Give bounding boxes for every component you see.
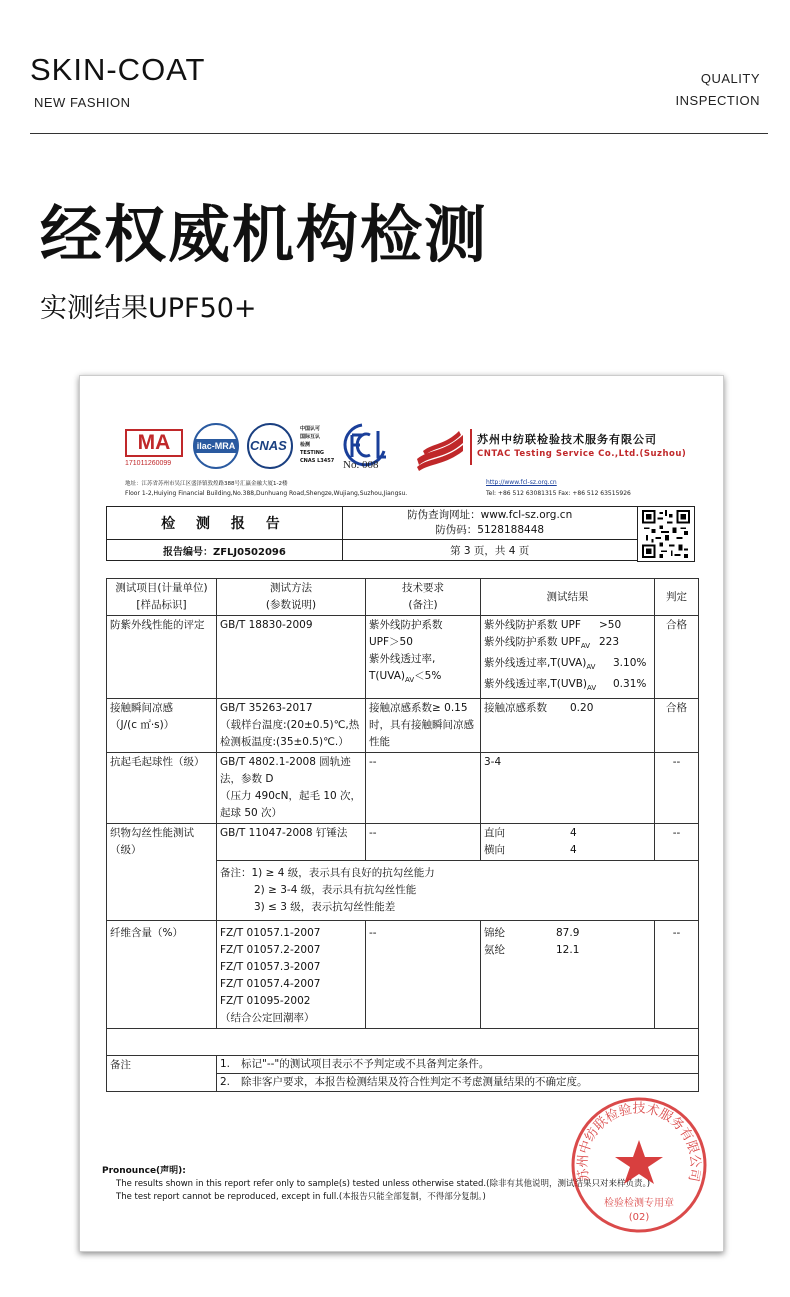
judgement-cell: --: [655, 753, 699, 824]
result-label: 氨纶: [484, 944, 505, 957]
item-line: （级）: [110, 844, 142, 857]
ilac-label: ilac-MRA: [196, 441, 236, 451]
method-line: FZ/T 01057.2-2007: [220, 944, 321, 957]
method-line: 起球 50 次）: [220, 807, 283, 820]
result-label: 锦纶: [484, 927, 505, 940]
method-line: （载样台温度:(20±0.5)℃,热: [220, 719, 360, 732]
item-cell: [107, 699, 217, 753]
address-en: Floor 1-2,Huiying Financial Building,No.388,Dunhuang Road,Shengze,Wujiang,Suzhou,Jiangsu.: [125, 490, 408, 497]
result-label: 接触凉感系数: [484, 702, 547, 715]
result-value: 4: [570, 827, 577, 840]
org-divider: [470, 429, 472, 465]
requirement-cell: --: [366, 824, 481, 861]
judgement-cell: --: [655, 824, 699, 861]
result-pair: [484, 634, 651, 655]
address-cn: 地址：江苏省苏州市吴江区盛泽镇敦煌路388号汇赢金融大厦1-2楼: [125, 481, 288, 487]
result-value: 3.10%: [613, 657, 647, 670]
requirement-cell: --: [366, 753, 481, 824]
col-header-method: [217, 579, 366, 616]
seal-subtitle: 检验检测专用章: [604, 1198, 674, 1209]
pronounce-title: Pronounce(声明):: [102, 1166, 186, 1176]
verify-site: 防伪查询网址：www.fcl-sz.org.cn: [407, 509, 573, 521]
seal-number: (02): [628, 1212, 650, 1223]
note-line: 备注：1) ≥ 4 级，表示具有良好的抗勾丝能力: [220, 867, 435, 880]
remark-number: 1.: [220, 1058, 231, 1071]
result-label: 直向: [484, 827, 505, 840]
requirement-cell: --: [366, 921, 481, 1029]
req-line: $T(UVA)_{AV}<5\%$: [369, 670, 442, 685]
header-text: 技术要求: [402, 582, 444, 594]
req-line: 紫外线防护系数: [369, 619, 443, 631]
method-line: FZ/T 01095-2002: [220, 995, 311, 1008]
result-cell: [481, 699, 655, 753]
verify-code: 防伪码：5128188448: [435, 524, 545, 536]
cnas-caption-line: 中国认可: [300, 426, 321, 432]
result-value: >50: [599, 619, 622, 631]
method-line: GB/T 35263-2017: [220, 702, 313, 715]
remark-text: 除非客户要求，本报告检测结果及符合性判定不考虑测量结果的不确定度。: [241, 1076, 588, 1089]
cnas-caption: [300, 425, 334, 465]
item-cell: 纤维含量（%）: [107, 921, 217, 1029]
judgement-cell: --: [655, 921, 699, 1029]
result-label: 紫外线防护系数 $UPF_{AV}$: [484, 636, 591, 651]
cnas-label: CNAS: [250, 438, 287, 453]
remarks-row: [107, 1056, 699, 1074]
req-line: 性能: [369, 736, 390, 749]
result-cell: [481, 921, 655, 1029]
remarks-label: 备注: [107, 1056, 217, 1092]
requirement-cell: [366, 616, 481, 699]
col-header-requirement: [366, 579, 481, 616]
requirement-cell: [366, 699, 481, 753]
result-value: 4: [570, 844, 577, 857]
col-header-result: 测试结果: [481, 579, 655, 616]
method-line: FZ/T 01057.3-2007: [220, 961, 321, 974]
header-divider: [30, 133, 768, 134]
result-value: 12.1: [556, 944, 580, 957]
quality-line-1: QUALITY: [700, 71, 760, 86]
result-label: 紫外线透过率$,T(UVB)_{AV}$: [484, 678, 597, 693]
method-cell: [217, 753, 366, 824]
cnas-caption-line: 检测: [300, 442, 311, 448]
item-cell: 防紫外线性能的评定: [107, 616, 217, 699]
remark-text: 标记"--"的测试项目表示不予判定或不具备判定条件。: [241, 1058, 490, 1071]
header-text: (备注): [408, 599, 438, 611]
req-line: 接触凉感系数≥ 0.15: [369, 702, 468, 715]
method-line: FZ/T 01057.1-2007: [220, 927, 321, 940]
item-line: 织物勾丝性能测试: [110, 827, 194, 840]
pronounce-line-2: The test report cannot be reproduced, except in full.(本报告只能全部复制，不得部分复制。): [116, 1192, 486, 1202]
method-line: 检测板温度:(35±0.5)℃.）: [220, 736, 349, 749]
snag-note-cell: [217, 861, 699, 921]
table-row: [107, 753, 699, 824]
result-cell: [481, 616, 655, 699]
col-header-judgement: 判定: [655, 579, 699, 616]
req-line: 时，具有接触瞬间凉感: [369, 719, 474, 732]
page-headline: 经权威机构检测: [40, 198, 489, 271]
cnas-caption-line: 国际互认: [300, 434, 321, 440]
fcl-number: No. 008: [343, 459, 379, 471]
method-line: FZ/T 01057.4-2007: [220, 978, 321, 991]
result-pair: [484, 676, 651, 697]
test-report-document: [79, 375, 724, 1252]
method-cell: GB/T 18830-2009: [217, 616, 366, 699]
result-pair: [484, 842, 651, 859]
item-cell: [107, 824, 217, 921]
method-line: （压力 490cN，起毛 10 次，: [220, 790, 362, 803]
cnas-caption-line: TESTING: [300, 450, 324, 456]
result-pair: [484, 700, 651, 717]
method-line: （结合公定回潮率）: [220, 1012, 315, 1025]
seal-ring-textpath: 苏州中纺联检验技术服务有限公司: [575, 1101, 703, 1183]
spacer-cell: [107, 1029, 699, 1056]
judgement-cell: 合格: [655, 699, 699, 753]
method-cell: [217, 699, 366, 753]
item-line: （J/(c ㎡·s)）: [110, 719, 175, 732]
req-line: UPF＞50: [369, 636, 413, 648]
remark-1-cell: [217, 1056, 699, 1074]
table-row: [107, 921, 699, 1029]
result-pair: [484, 925, 651, 942]
header-text: (参数说明): [265, 599, 317, 611]
result-label: 横向: [484, 844, 505, 857]
result-value: 223: [599, 636, 620, 648]
pronounce-line-1: The results shown in this report refer only to sample(s) tested unless otherwise stated.(除非有其他说明，测试结果只对来样负责。): [116, 1179, 651, 1189]
company-seal-stamp: [568, 1094, 710, 1236]
result-cell: [481, 824, 655, 861]
result-pair: [484, 655, 651, 676]
report-header-table: [106, 506, 695, 561]
quality-inspection-label: [676, 68, 760, 112]
remark-2: [217, 1074, 698, 1091]
cma-logo: [125, 429, 183, 471]
header-text: 测试方法: [270, 582, 312, 594]
table-spacer-row: [107, 1029, 699, 1056]
item-cell: 抗起毛起球性（级）: [107, 753, 217, 824]
method-line: 法，参数 D: [220, 773, 274, 786]
report-title: 检 测 报 告: [107, 507, 343, 540]
item-line: 接触瞬间凉感: [110, 702, 173, 715]
page-info: 第 3 页，共 4 页: [342, 540, 637, 561]
table-row: [107, 824, 699, 861]
method-cell: GB/T 11047-2008 钉锤法: [217, 824, 366, 861]
result-label: 紫外线透过率$,T(UVA)_{AV}$: [484, 657, 596, 672]
header-text: [样品标识]: [136, 599, 187, 611]
report-logo-row: [125, 423, 700, 473]
req-line: 紫外线透过率,: [369, 653, 436, 665]
result-pair: [484, 942, 651, 959]
judgement-cell: 合格: [655, 616, 699, 699]
result-pair: [484, 617, 651, 634]
quality-line-2: INSPECTION: [675, 93, 760, 108]
page-subheadline: 实测结果UPF50+: [40, 293, 257, 324]
org-name-cn: 苏州中纺联检验技术服务有限公司: [477, 433, 657, 446]
remark-number: 2.: [220, 1076, 231, 1089]
brand-logo-text: SKIN-COAT: [30, 52, 206, 87]
result-value: 0.20: [570, 702, 594, 715]
result-value: 87.9: [556, 927, 580, 940]
note-line: 2) ≥ 3-4 级，表示具有抗勾丝性能: [254, 884, 417, 897]
results-table: [106, 578, 699, 1092]
cma-mark: MA: [125, 429, 183, 457]
brand-subtitle: NEW FASHION: [34, 95, 131, 110]
qr-code-icon[interactable]: [637, 506, 695, 562]
ilac-mra-logo: [193, 423, 239, 469]
header-text: 测试项目(计量单位): [115, 582, 208, 594]
result-label: 紫外线防护系数 UPF: [484, 619, 581, 631]
table-row: [107, 616, 699, 699]
result-pair: [484, 825, 651, 842]
cnas-logo: [247, 423, 293, 469]
method-cell: [217, 921, 366, 1029]
note-line: 3) ≤ 3 级，表示抗勾丝性能差: [254, 901, 396, 914]
table-header-row: [107, 579, 699, 616]
website-link[interactable]: http://www.fcl-sz.org.cn: [486, 479, 557, 486]
remark-2-cell: [217, 1074, 699, 1092]
remark-1: [217, 1056, 698, 1073]
result-value: 0.31%: [613, 678, 647, 691]
cntac-flag-icon: [413, 429, 467, 471]
method-line: GB/T 4802.1-2008 圆轨迹: [220, 756, 351, 769]
tel-fax: Tel: +86 512 63081315 Fax: +86 512 63515926: [486, 490, 631, 497]
seal-star-icon: [615, 1140, 663, 1184]
org-name-en: CNTAC Testing Service Co.,Ltd.(Suzhou): [477, 449, 687, 459]
cnas-caption-line: CNAS L3457: [300, 458, 335, 464]
col-header-item: [107, 579, 217, 616]
report-number: 报告编号：ZFLJ0502096: [107, 540, 343, 561]
result-cell: 3-4: [481, 753, 655, 824]
table-row: [107, 699, 699, 753]
verify-info: [342, 507, 637, 540]
cma-number: 171011260099: [125, 460, 172, 467]
